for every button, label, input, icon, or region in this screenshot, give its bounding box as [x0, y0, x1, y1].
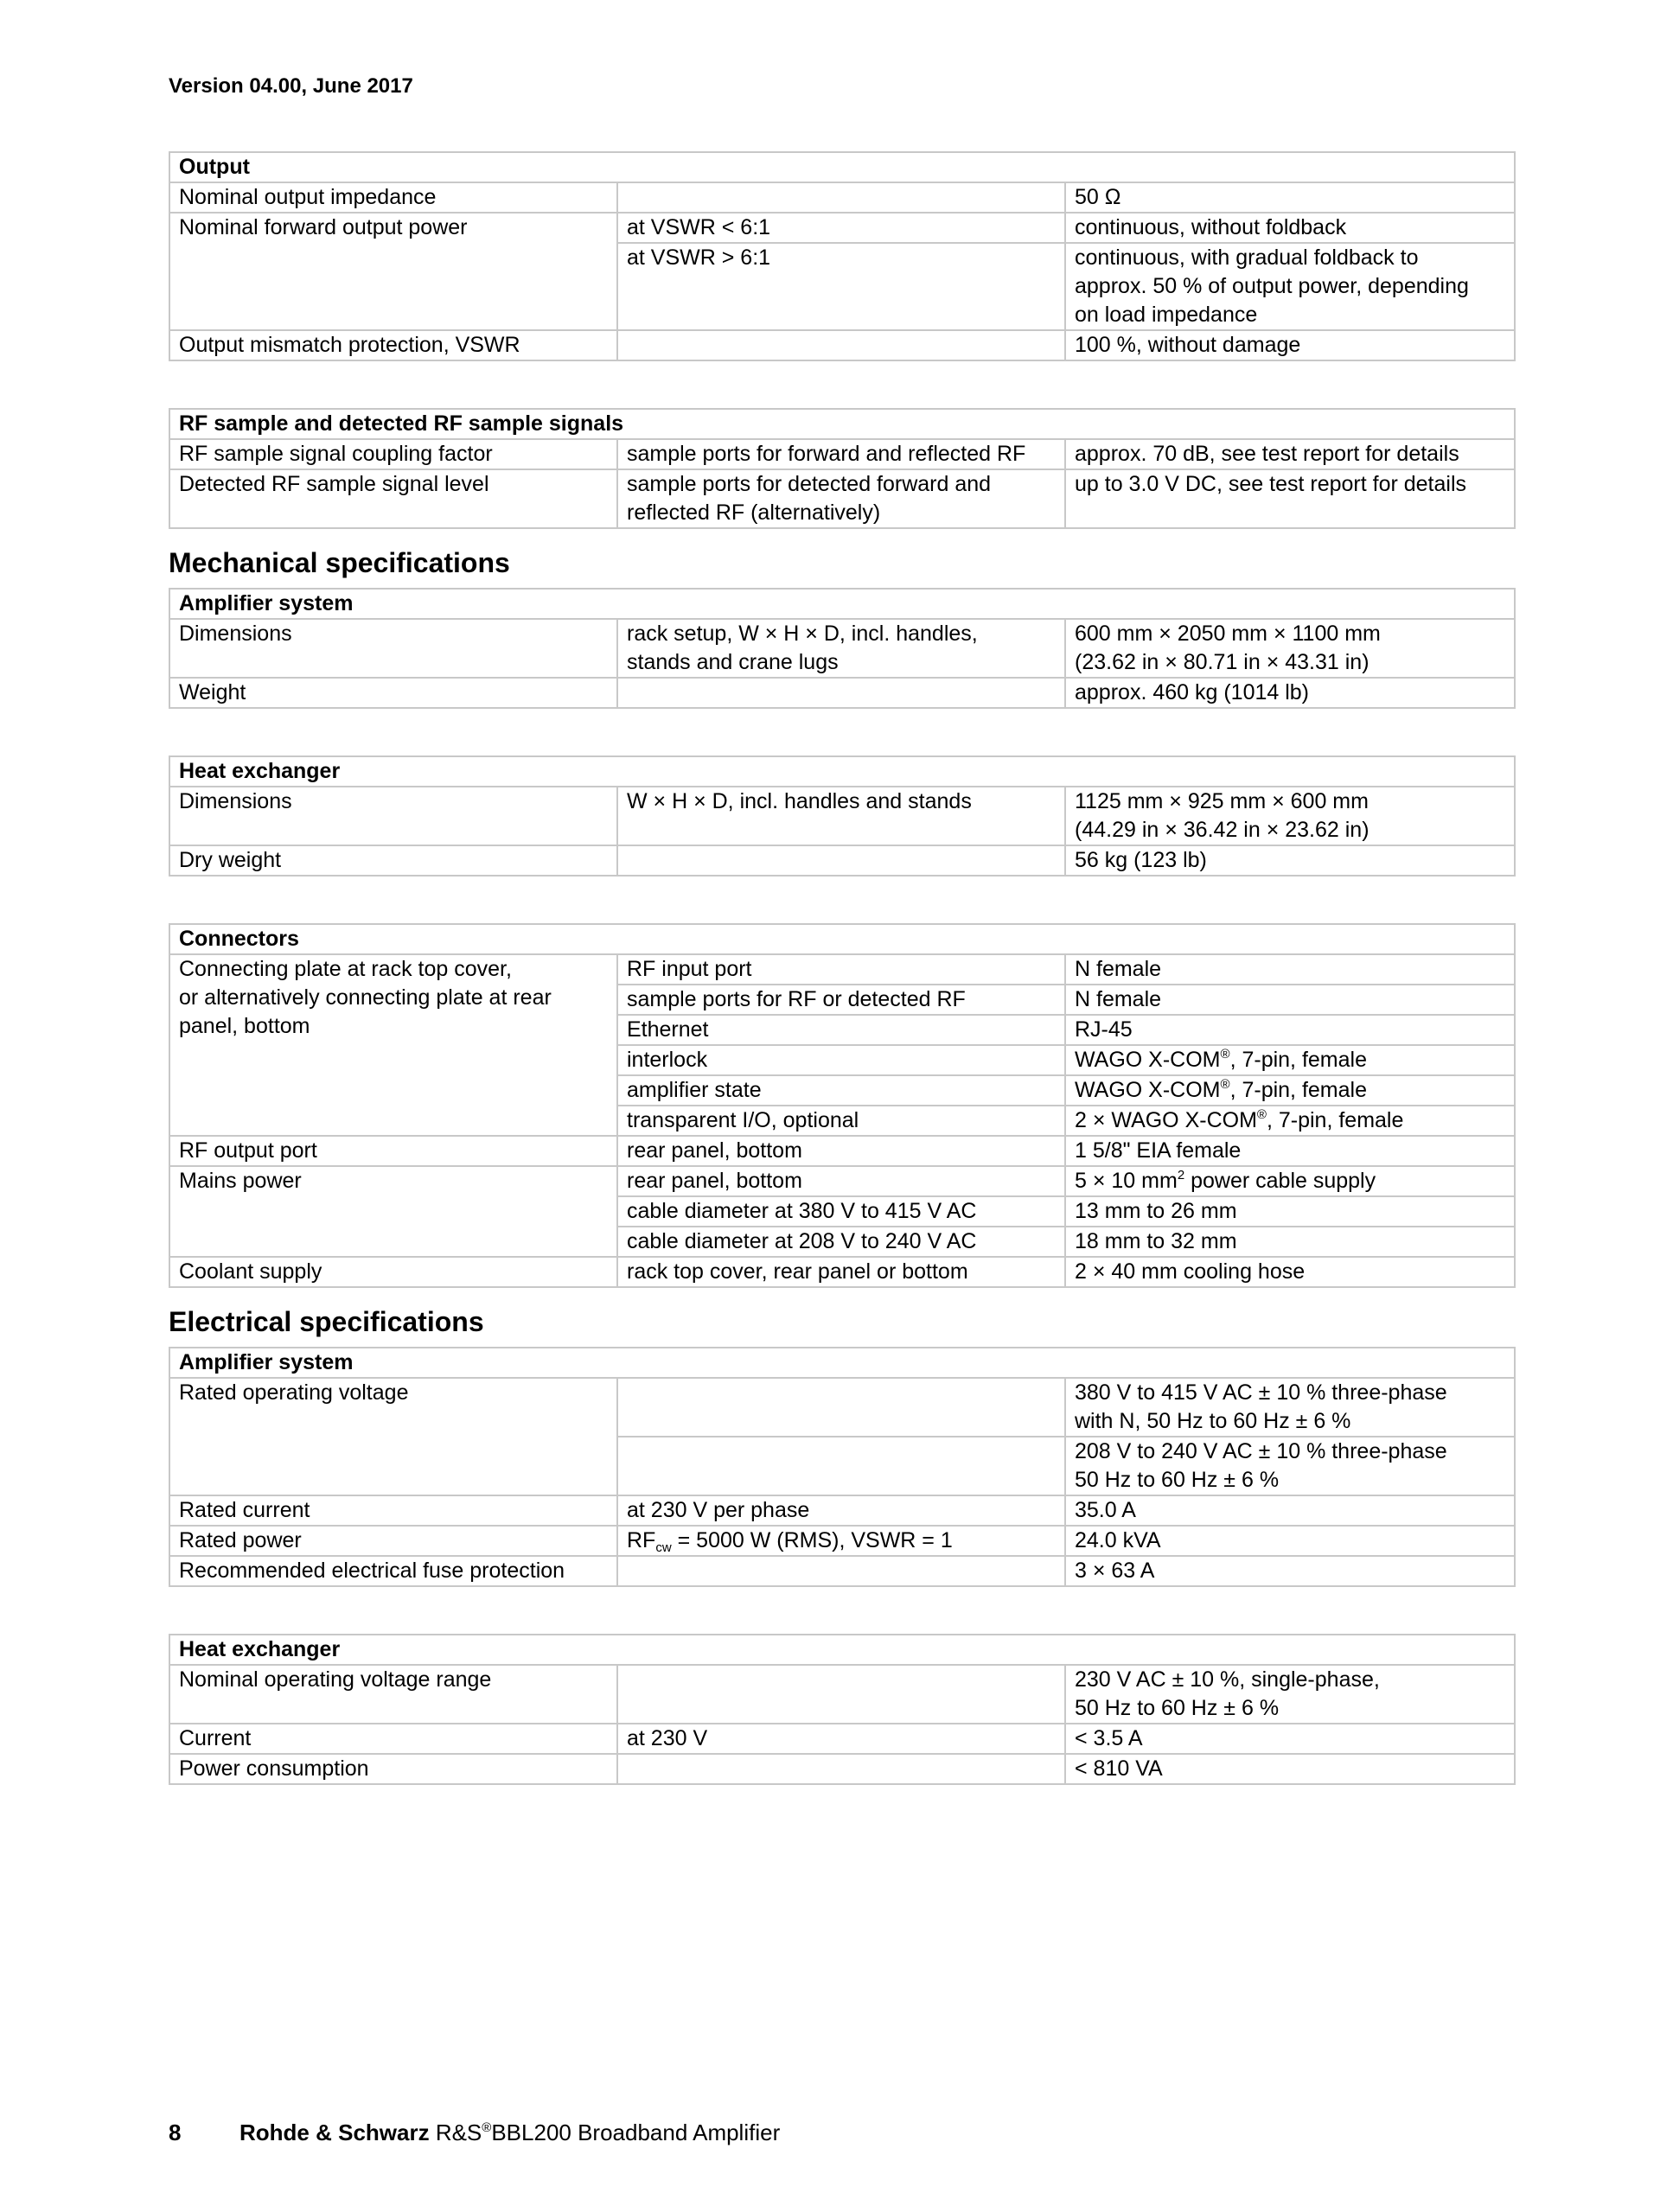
value-text: WAGO X-COM [1075, 1078, 1221, 1102]
spec-label: Mains power [169, 1166, 617, 1257]
value-text: , 7-pin, female [1266, 1108, 1404, 1132]
connectors-table [169, 923, 1516, 1288]
spec-value: N female [1065, 954, 1515, 985]
spec-condition: at 230 V [617, 1724, 1065, 1754]
registered-mark: ® [1220, 1077, 1230, 1092]
electrical-heat-exchanger-table [169, 1634, 1516, 1785]
spec-condition: sample ports for forward and reflected RF [617, 439, 1065, 469]
spec-condition: at VSWR < 6:1 [617, 213, 1065, 243]
table-title-row [169, 152, 1515, 182]
table-title-row [169, 1348, 1515, 1378]
value-line: 50 Hz to 60 Hz ± 6 % [1075, 1696, 1280, 1720]
spec-condition: at 230 V per phase [617, 1495, 1065, 1526]
registered-mark: ® [482, 2120, 492, 2135]
spec-label: Detected RF sample signal level [169, 469, 617, 528]
table-row [169, 469, 1515, 528]
spec-label: Rated power [169, 1526, 617, 1556]
spec-condition: at VSWR > 6:1 [617, 243, 1065, 330]
value-line: approx. 50 % of output power, depending [1075, 274, 1469, 298]
spec-condition [617, 469, 1065, 528]
table-title-row [169, 409, 1515, 439]
spec-condition: rear panel, bottom [617, 1166, 1065, 1196]
spec-value: 56 kg (123 lb) [1065, 845, 1515, 876]
spec-value: 2 × 40 mm cooling hose [1065, 1257, 1515, 1287]
spec-label: Weight [169, 678, 617, 708]
spec-label: RF output port [169, 1136, 617, 1166]
table-title: Connectors [169, 924, 1515, 954]
brand-name: Rohde & Schwarz [239, 2120, 430, 2145]
table-row [169, 1378, 1515, 1437]
spec-label: Output mismatch protection, VSWR [169, 330, 617, 360]
spec-value [1065, 1378, 1515, 1437]
spec-label: Rated operating voltage [169, 1378, 617, 1495]
value-text: power cable supply [1184, 1169, 1376, 1193]
document-version: Version 04.00, June 2017 [169, 74, 413, 98]
spec-condition: RF input port [617, 954, 1065, 985]
table-row [169, 213, 1515, 243]
spec-label: Coolant supply [169, 1257, 617, 1287]
spec-label: Nominal operating voltage range [169, 1665, 617, 1724]
mechanical-heat-exchanger-table [169, 755, 1516, 877]
spec-condition [617, 1754, 1065, 1784]
spec-value [1065, 787, 1515, 845]
table-title-row [169, 589, 1515, 619]
spec-condition: amplifier state [617, 1075, 1065, 1106]
label-line: panel, bottom [179, 1014, 310, 1038]
table-row [169, 1526, 1515, 1556]
spec-value: approx. 460 kg (1014 lb) [1065, 678, 1515, 708]
spec-value [1065, 1166, 1515, 1196]
electrical-amplifier-table [169, 1347, 1516, 1587]
table-title-row [169, 924, 1515, 954]
spec-condition [617, 1665, 1065, 1724]
spec-value [1065, 1075, 1515, 1106]
registered-mark: ® [1220, 1047, 1230, 1061]
spec-condition: rack top cover, rear panel or bottom [617, 1257, 1065, 1287]
spec-label [169, 954, 617, 1136]
value-line: 208 V to 240 V AC ± 10 % three-phase [1075, 1439, 1447, 1463]
table-row [169, 1754, 1515, 1784]
spec-value: up to 3.0 V DC, see test report for details [1065, 469, 1515, 528]
condition-text: = 5000 W (RMS), VSWR = 1 [671, 1528, 953, 1552]
value-line: with N, 50 Hz to 60 Hz ± 6 % [1075, 1409, 1351, 1433]
spec-condition: interlock [617, 1045, 1065, 1075]
table-title: Heat exchanger [169, 1635, 1515, 1665]
table-row [169, 439, 1515, 469]
value-line: (44.29 in × 36.42 in × 23.62 in) [1075, 818, 1370, 842]
table-title: Amplifier system [169, 1348, 1515, 1378]
spec-label: Power consumption [169, 1754, 617, 1784]
spec-value: 3 × 63 A [1065, 1556, 1515, 1586]
value-line: 380 V to 415 V AC ± 10 % three-phase [1075, 1380, 1447, 1405]
spec-condition: cable diameter at 208 V to 240 V AC [617, 1227, 1065, 1257]
spec-content [169, 151, 1514, 1785]
spec-condition [617, 678, 1065, 708]
table-title-row [169, 1635, 1515, 1665]
page-footer [169, 2120, 780, 2146]
condition-line: sample ports for detected forward and [627, 472, 992, 496]
table-title: Output [169, 152, 1515, 182]
spec-label: Nominal forward output power [169, 213, 617, 330]
mechanical-amplifier-table [169, 588, 1516, 709]
spec-value [1065, 1437, 1515, 1495]
spec-value: 24.0 kVA [1065, 1526, 1515, 1556]
spec-label: Current [169, 1724, 617, 1754]
value-line: (23.62 in × 80.71 in × 43.31 in) [1075, 650, 1370, 674]
spec-value: < 3.5 A [1065, 1724, 1515, 1754]
spec-condition: Ethernet [617, 1015, 1065, 1045]
product-prefix: R&S [429, 2120, 482, 2145]
superscript: 2 [1177, 1168, 1185, 1182]
spec-condition: sample ports for RF or detected RF [617, 985, 1065, 1015]
product-name: BBL200 Broadband Amplifier [491, 2120, 781, 2145]
value-line: 50 Hz to 60 Hz ± 6 % [1075, 1468, 1280, 1492]
spec-value: RJ-45 [1065, 1015, 1515, 1045]
condition-text: RF [627, 1528, 656, 1552]
spec-value: N female [1065, 985, 1515, 1015]
table-title: Heat exchanger [169, 756, 1515, 787]
table-row [169, 1136, 1515, 1166]
spec-value [1065, 243, 1515, 330]
condition-line: reflected RF (alternatively) [627, 500, 881, 525]
spec-value: < 810 VA [1065, 1754, 1515, 1784]
value-line: continuous, with gradual foldback to [1075, 245, 1419, 270]
spec-value: 35.0 A [1065, 1495, 1515, 1526]
spec-value [1065, 1045, 1515, 1075]
table-row [169, 1665, 1515, 1724]
registered-mark: ® [1256, 1107, 1267, 1122]
spec-condition [617, 1437, 1065, 1495]
spec-condition [617, 1526, 1065, 1556]
value-line: 600 mm × 2050 mm × 1100 mm [1075, 622, 1381, 646]
table-row [169, 182, 1515, 213]
spec-condition: rear panel, bottom [617, 1136, 1065, 1166]
table-row [169, 787, 1515, 845]
rf-sample-table [169, 408, 1516, 529]
page-number: 8 [169, 2120, 182, 2145]
spec-value: 1 5/8" EIA female [1065, 1136, 1515, 1166]
spec-condition [617, 1556, 1065, 1586]
table-row [169, 330, 1515, 360]
value-text: , 7-pin, female [1229, 1078, 1367, 1102]
table-row [169, 1556, 1515, 1586]
spec-condition: transparent I/O, optional [617, 1106, 1065, 1136]
table-row [169, 678, 1515, 708]
table-row [169, 1257, 1515, 1287]
table-title: Amplifier system [169, 589, 1515, 619]
spec-condition [617, 330, 1065, 360]
spec-value: 50 Ω [1065, 182, 1515, 213]
spec-condition [617, 182, 1065, 213]
table-row [169, 619, 1515, 678]
spec-label: RF sample signal coupling factor [169, 439, 617, 469]
value-text: , 7-pin, female [1229, 1048, 1367, 1072]
table-row [169, 845, 1515, 876]
spec-value: 13 mm to 26 mm [1065, 1196, 1515, 1227]
spec-condition: cable diameter at 380 V to 415 V AC [617, 1196, 1065, 1227]
table-row [169, 1495, 1515, 1526]
condition-line: rack setup, W × H × D, incl. handles, [627, 622, 978, 646]
condition-line: stands and crane lugs [627, 650, 839, 674]
section-heading-mechanical: Mechanical specifications [169, 547, 510, 578]
spec-label: Nominal output impedance [169, 182, 617, 213]
spec-value [1065, 619, 1515, 678]
spec-value: 100 %, without damage [1065, 330, 1515, 360]
value-line: on load impedance [1075, 303, 1258, 327]
value-line: 1125 mm × 925 mm × 600 mm [1075, 789, 1369, 813]
spec-value: 18 mm to 32 mm [1065, 1227, 1515, 1257]
spec-value [1065, 1106, 1515, 1136]
label-line: or alternatively connecting plate at rear [179, 985, 552, 1010]
table-title: RF sample and detected RF sample signals [169, 409, 1515, 439]
spec-condition [617, 619, 1065, 678]
value-text: 5 × 10 mm [1075, 1169, 1178, 1193]
spec-label: Rated current [169, 1495, 617, 1526]
table-row [169, 1166, 1515, 1196]
spec-condition [617, 845, 1065, 876]
spec-value: continuous, without foldback [1065, 213, 1515, 243]
spec-value: approx. 70 dB, see test report for details [1065, 439, 1515, 469]
spec-label: Recommended electrical fuse protection [169, 1556, 617, 1586]
table-row [169, 1724, 1515, 1754]
spec-label: Dimensions [169, 787, 617, 845]
table-title-row [169, 756, 1515, 787]
spec-label: Dimensions [169, 619, 617, 678]
value-line: 230 V AC ± 10 %, single-phase, [1075, 1667, 1380, 1692]
spec-condition [617, 1378, 1065, 1437]
spec-label: Dry weight [169, 845, 617, 876]
subscript: cw [655, 1540, 672, 1555]
value-text: 2 × WAGO X-COM [1075, 1108, 1257, 1132]
table-row [169, 954, 1515, 985]
value-text: WAGO X-COM [1075, 1048, 1221, 1072]
spec-value [1065, 1665, 1515, 1724]
spec-condition: W × H × D, incl. handles and stands [617, 787, 1065, 845]
output-table [169, 151, 1516, 361]
label-line: Connecting plate at rack top cover, [179, 957, 512, 981]
section-heading-electrical: Electrical specifications [169, 1306, 484, 1337]
